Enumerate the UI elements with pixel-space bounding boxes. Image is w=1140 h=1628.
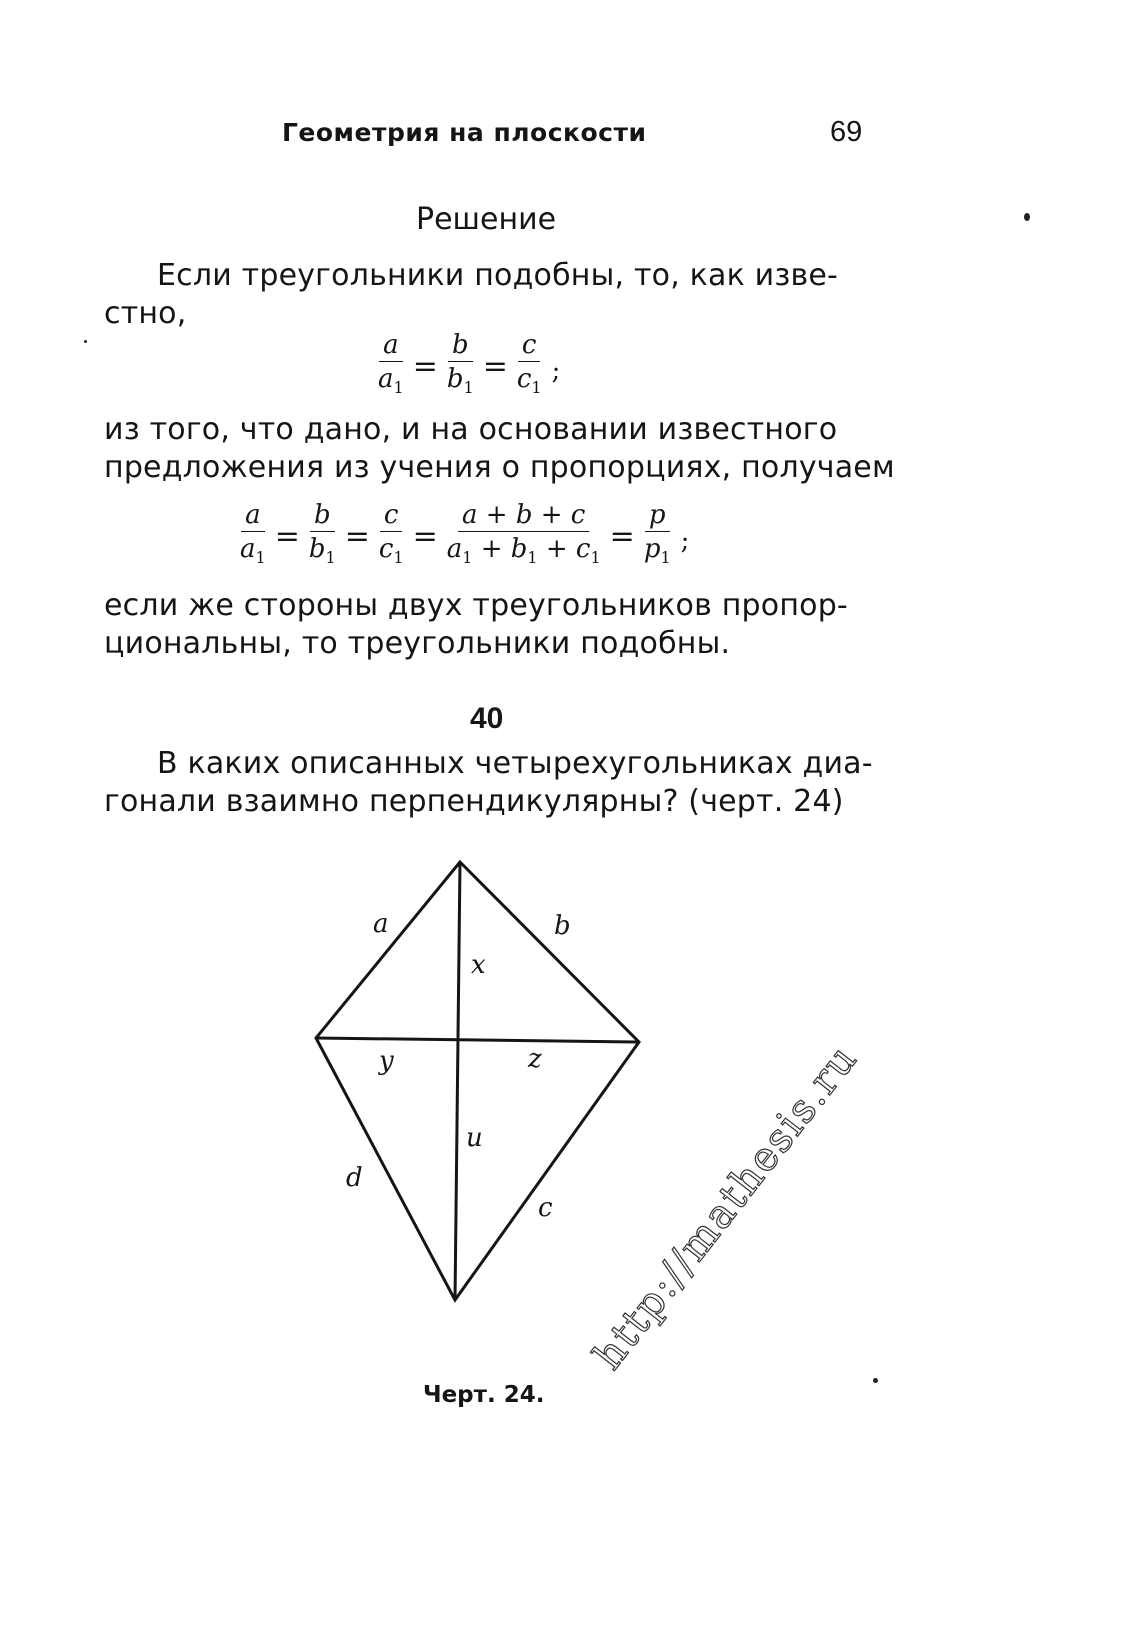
paragraph-line: предложения из учения о пропорциях, получаем	[104, 450, 895, 485]
label-segment-u: u	[466, 1123, 483, 1153]
denominator: $b_1$	[308, 534, 336, 568]
equals-sign: =	[412, 349, 438, 385]
denominator: $a_1$	[378, 364, 404, 398]
watermark: http://mathesis.ru	[585, 1035, 867, 1379]
denominator: $c_1$	[516, 364, 542, 398]
vertical-diagonal	[455, 862, 460, 1300]
numerator: c	[380, 500, 403, 532]
section-heading: Решение	[416, 202, 557, 237]
horizontal-diagonal	[316, 1038, 639, 1042]
label-side-c: c	[538, 1193, 553, 1223]
label-segment-x: x	[471, 950, 486, 980]
problem-text-line: гонали взаимно перпендикулярны? (черт. 24)	[104, 784, 844, 819]
scan-speck	[84, 340, 87, 343]
denominator: $a_1$	[240, 534, 266, 568]
denominator: $a_1 + b_1 + c_1$	[446, 534, 601, 568]
numerator: a	[241, 500, 265, 532]
paragraph-line: циональны, то треугольники подобны.	[104, 626, 731, 661]
running-title: Геометрия на плоскости	[282, 118, 647, 147]
problem-text-line: В каких описанных четырехугольниках диа-	[157, 746, 873, 781]
label-side-a: a	[373, 909, 389, 939]
page-number: 69	[830, 116, 863, 148]
numerator: p	[645, 500, 670, 532]
semicolon: ;	[551, 355, 561, 386]
label-side-d: d	[346, 1163, 363, 1193]
denominator: $p_1$	[643, 534, 671, 568]
numerator: b	[448, 330, 473, 362]
paragraph-line: если же стороны двух треугольников пропор-	[104, 588, 848, 623]
figure-caption: Черт. 24.	[423, 1382, 545, 1408]
numerator: a	[379, 330, 403, 362]
equals-sign: =	[482, 349, 508, 385]
denominator: $c_1$	[378, 534, 404, 568]
paragraph-line: Если треугольники подобны, то, как изве-	[157, 258, 839, 293]
paragraph-line: из того, что дано, и на основании известного	[104, 412, 838, 447]
problem-number: 40	[470, 702, 504, 735]
scan-speck	[1024, 213, 1030, 221]
label-segment-y: y	[379, 1046, 394, 1076]
denominator: $b_1$	[446, 364, 474, 398]
equals-sign: =	[609, 519, 635, 555]
paragraph-line: стно,	[104, 296, 187, 331]
equals-sign: =	[412, 519, 438, 555]
label-segment-z: z	[528, 1044, 542, 1074]
numerator: b	[310, 500, 335, 532]
numerator: a + b + c	[458, 500, 589, 532]
equals-sign: =	[274, 519, 300, 555]
scan-speck	[873, 1378, 878, 1383]
semicolon: ;	[680, 525, 690, 556]
quadrilateral-outline	[316, 862, 639, 1300]
label-side-b: b	[554, 911, 571, 941]
numerator: c	[518, 330, 541, 362]
equals-sign: =	[344, 519, 370, 555]
